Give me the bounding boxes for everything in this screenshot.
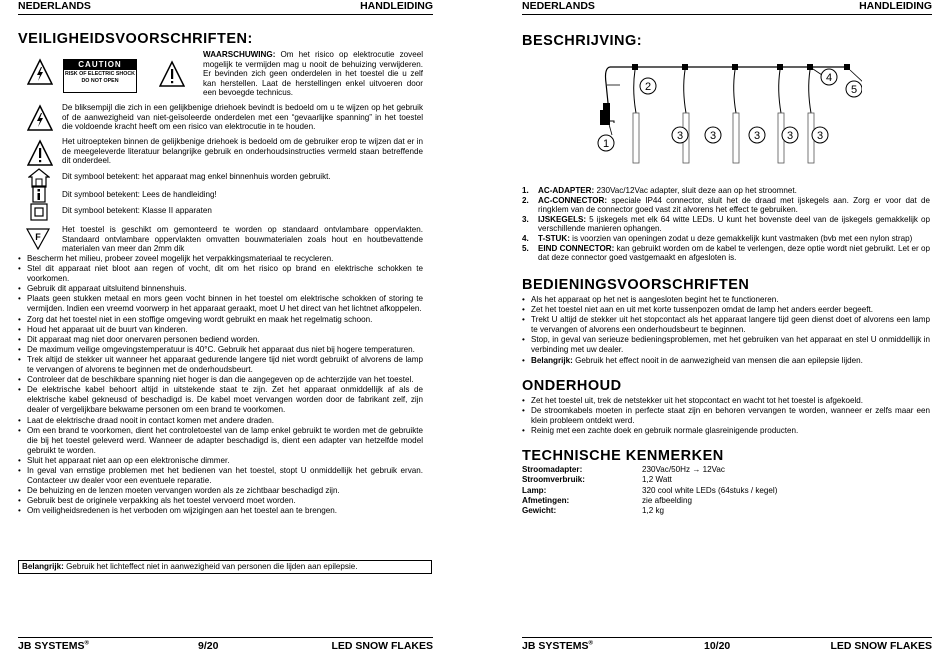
caution-title: CAUTION <box>64 60 136 70</box>
list-item: • Houd het apparaat uit de buurt van kinderen. <box>18 325 423 335</box>
exclamation-symbol-icon <box>27 139 53 167</box>
list-item: • In geval van ernstige problemen met het bedienen van het toestel, stopt U onmiddellijk het gebruik ervan. Contacteer uw dealer voor een eventuele reparatie. <box>18 466 423 486</box>
specs-table <box>522 465 930 516</box>
warning-label: WAARSCHUWING: <box>203 50 276 59</box>
class-two-symbol-text: Dit symbool betekent: Klasse II apparaten <box>62 206 212 215</box>
callout-4: 4 <box>825 72 833 84</box>
callout-3e: 3 <box>816 130 824 142</box>
list-item: • Controleer dat de beschikbare spanning niet hoger is dan die aangegeven op de achterzijde van het toestel. <box>18 375 423 385</box>
header-divider <box>522 14 932 15</box>
svg-text:F: F <box>35 232 41 242</box>
page-header <box>18 0 433 13</box>
footer-divider <box>522 637 932 638</box>
lightning-explanation: De bliksempijl die zich in een gelijkbenige driehoek bevindt is bedoeld om u te wijzen op het gebruik of de aanwezigheid van niet-geïsoleerde onderdelen met een “gevaarlijke spanning” in het toestel die voldoende kracht heeft om een risico van elektrocutie in te houden. <box>62 103 423 132</box>
description-title: BESCHRIJVING: <box>522 33 643 49</box>
list-item: • De elektrische kabel behoort altijd in uitstekende staat te zijn. Zet het apparaat onmiddellijk af als de elektrische kabel gekneusd of beschadigd is. De kabel moet vervangen worden door de fabrikant zelf, zijn dealer of vergelijkbare bekwame personen om een brand te voorkomen. <box>18 385 423 415</box>
lightning-symbol-icon <box>27 104 53 132</box>
description-list <box>522 186 930 263</box>
item-text: Als het apparaat op het net is aangesloten begint het te functioneren. <box>531 295 779 304</box>
list-item: • Laat de elektrische draad nooit in contact komen met andere draden. <box>18 416 423 426</box>
spec-row <box>522 465 930 475</box>
important-notice-box <box>18 560 432 574</box>
list-item <box>522 196 930 215</box>
page-number: 9/20 <box>198 640 219 652</box>
footer-brand <box>522 640 593 652</box>
flammable-symbol-text: Het toestel is geschikt om gemonteerd te worden op standaard ontvlambare oppervlakten. Standaard ontvlambare oppervlakten omvatten bouwmaterialen zoals hout en houtbevattende materialen van meer dan 2mm dik <box>62 225 423 254</box>
item-text: kan gebruikt worden om de kabel te verlengen, deze optie wordt niet gebruikt. Let er op dat deze connector goed vastgemaakt en afgesloten is. <box>538 243 930 263</box>
important-text: Gebruik het lichteffect niet in aanwezigheid van personen die lijden aan epilepsie. <box>63 562 358 571</box>
spec-value: 320 cool white LEDs (64stuks / kegel) <box>642 485 778 495</box>
flammable-surface-icon <box>26 228 50 250</box>
page-number: 10/20 <box>704 640 731 652</box>
item-text: is voorzien van openingen zodat u deze gemakkelijk kunt vastmaken (bvb met een nylon strap) <box>569 233 913 243</box>
warning-text: Om het risico op elektrocutie zoveel mogelijk te vermijden mag u nooit de behuizing verwijderen. Er bevinden zich geen onderdelen in het toestel die u zelf kan herstellen. Laat de herstellingen enkel uitvoeren door een bevoegde technicus. <box>203 50 423 98</box>
safety-title: VEILIGHEIDSVOORSCHRIFTEN: <box>18 31 253 47</box>
item-number: 5. <box>522 243 529 253</box>
list-item <box>522 234 930 244</box>
header-language: NEDERLANDS <box>18 0 91 12</box>
spec-row <box>522 496 930 506</box>
footer-brand-text: JB SYSTEMS <box>522 640 589 652</box>
item-number: 4. <box>522 233 529 243</box>
spec-key: Lamp: <box>522 485 547 495</box>
list-item <box>522 305 930 315</box>
list-item: • Reinig met een zachte doek en gebruik normale glasreinigende producten. <box>522 426 930 436</box>
right-page <box>522 0 932 654</box>
item-number: 1. <box>522 186 529 195</box>
item-label: T-STUK: <box>538 233 570 243</box>
list-item: • Plaats geen stukken metaal en mors geen vocht binnen in het toestel om elektrische schokken of storing te vermijden. Indien een vreemd voorwerp in het apparaat geraakt, moet U het direct van het lichtnet afkoppelen. <box>18 294 423 314</box>
warning-paragraph <box>203 50 423 98</box>
header-manual: HANDLEIDING <box>360 0 433 12</box>
list-item: • Sluit het apparaat niet aan op een elektronische dimmer. <box>18 456 423 466</box>
footer-brand-text: JB SYSTEMS <box>18 640 85 652</box>
spec-key: Stroomadapter: <box>522 465 583 474</box>
callout-3a: 3 <box>676 130 684 142</box>
list-item: • Stel dit apparaat niet bloot aan regen of vocht, dit om het risico op brand en elektrische schokken te voorkomen. <box>18 264 423 284</box>
list-item: • Bescherm het milieu, probeer zoveel mogelijk het verpakkingsmateriaal te recycleren. <box>18 254 423 264</box>
list-item: • Dit apparaat mag niet door onervaren personen bediend worden. <box>18 335 423 345</box>
item-text: Gebruik het effect nooit in de aanwezigheid van mensen die aan epilepsie lijden. <box>572 355 863 365</box>
operation-list <box>522 295 930 366</box>
footer-product: LED SNOW FLAKES <box>331 640 433 652</box>
read-manual-icon <box>30 185 48 203</box>
list-item: • Trek altijd de stekker uit wanneer het apparaat gedurende langere tijd niet wordt gebruikt of alvorens de lamp te vervangen of alvorens te beginnen met de onderhoudsbeurt. <box>18 355 423 375</box>
footer-divider <box>18 637 433 638</box>
spec-value: 1,2 Watt <box>642 475 672 485</box>
lightning-warning-icon <box>27 58 53 86</box>
list-item: • Gebruik best de originele verpakking als het toestel vervoerd moet worden. <box>18 496 423 506</box>
item-label: EIND CONNECTOR: <box>538 243 615 253</box>
list-item <box>522 315 930 335</box>
caution-label <box>63 59 137 93</box>
item-text: 230Vac/12Vac adapter, sluit deze aan op het stroomnet. <box>594 186 797 195</box>
header-manual: HANDLEIDING <box>859 0 932 12</box>
spec-value: zie afbeelding <box>642 495 692 505</box>
spec-key: Stroomverbruik: <box>522 475 585 485</box>
item-number: 3. <box>522 214 529 224</box>
list-item <box>522 295 930 305</box>
spec-row <box>522 506 930 516</box>
end-connector-icon <box>844 64 850 70</box>
spec-key: Afmetingen: <box>522 495 570 505</box>
item-text: Trekt U altijd de stekker uit het stopcontact als het apparaat langere tijd geen dienst doet of alvorens een lamp te vervangen of alvorens een onderhoudsbeurt te beginnen. <box>531 315 930 335</box>
product-diagram <box>592 55 862 185</box>
specs-title: TECHNISCHE KENMERKEN <box>522 448 724 464</box>
callout-3c: 3 <box>753 130 761 142</box>
item-text: Zet het toestel niet aan en uit met korte tussenpozen omdat de lamp het anders eerder begeeft. <box>531 305 873 315</box>
list-item <box>522 335 930 355</box>
manual-symbol-text: Dit symbool betekent: Lees de handleiding! <box>62 190 217 199</box>
registered-mark: ® <box>84 640 89 647</box>
safety-bullet-list <box>18 254 423 516</box>
item-label: AC-CONNECTOR: <box>538 195 608 205</box>
list-item <box>522 215 930 234</box>
callout-3b: 3 <box>709 130 717 142</box>
spec-row <box>522 475 930 485</box>
list-item: • De maximum veilige omgevingstemperatuur is 40°C. Gebruik het apparaat dus niet bij hogere temperaturen. <box>18 345 423 355</box>
list-item <box>522 356 930 366</box>
footer-brand <box>18 640 89 652</box>
list-item: • Zet het toestel uit, trek de netstekker uit het stopcontact en wacht tot het toestel is afgekoeld. <box>522 396 930 406</box>
maintenance-title: ONDERHOUD <box>522 378 622 394</box>
page-footer <box>522 640 932 654</box>
class-two-icon <box>30 203 48 221</box>
registered-mark: ® <box>588 640 593 647</box>
footer-product: LED SNOW FLAKES <box>830 640 932 652</box>
operation-title: BEDIENINGSVOORSCHRIFTEN <box>522 277 750 293</box>
spec-key: Gewicht: <box>522 506 557 516</box>
list-item <box>522 244 930 263</box>
spec-value: 1,2 kg <box>642 506 665 516</box>
exclamation-warning-icon <box>159 60 185 88</box>
callout-1: 1 <box>602 138 610 150</box>
caution-line1: RISK OF ELECTRIC SHOCK <box>64 71 136 77</box>
indoor-symbol-text: Dit symbool betekent: het apparaat mag enkel binnenhuis worden gebruikt. <box>62 172 331 181</box>
item-text: speciale IP44 connector, sluit het de draad met ijskegels aan. Zorg er voor dat de ringklem van de connector goed vast zit alvorens het effect te gebruiken. <box>538 195 930 215</box>
callout-3d: 3 <box>786 130 794 142</box>
list-item: • Om een brand te voorkomen, dient het controletoestel van de lamp enkel gebruikt te worden met de gebruikte die bij het toestel geleverd werd. Wanneer de adapter beschadigd is, dient een adapter van hetzelfde model gebruikt te worden. <box>18 426 423 456</box>
list-item <box>522 186 930 196</box>
list-item: • Gebruik dit apparaat uitsluitend binnenshuis. <box>18 284 423 294</box>
item-label: Belangrijk: <box>531 355 573 365</box>
page-header <box>522 0 932 13</box>
maintenance-list <box>522 396 930 436</box>
callout-5: 5 <box>850 84 858 96</box>
exclamation-explanation: Het uitroepteken binnen de gelijkbenige driehoek is bedoeld om de gebruiker erop te wijzen dat er in de meegeleverde literatuur belangrijke gebruik en onderhoudsinstructies vermeld staan betreffende dit onderdeel. <box>62 137 423 166</box>
caution-line2: DO NOT OPEN <box>81 78 119 84</box>
page-footer <box>18 640 433 654</box>
item-number: 2. <box>522 195 529 205</box>
list-item: • Zorg dat het toestel niet in een stoffige omgeving wordt gebruikt en maak het regelmatig schoon. <box>18 315 423 325</box>
list-item: • De stroomkabels moeten in perfecte staat zijn en behoren vervangen te worden, wanneer er zelfs maar een klein probleem ontdekt werd. <box>522 406 930 426</box>
item-label: IJSKEGELS: <box>538 214 587 224</box>
item-text: 5 ijskegels met elk 64 witte LEDs. U kunt het bovenste deel van de ijskegels gemakkelijk op verschillende manieren ophangen. <box>538 214 930 234</box>
header-divider <box>18 14 433 15</box>
item-text: Stop, in geval van serieuze bedieningsproblemen, met het gebruiken van het apparaat en stel U onmiddellijk in verbinding met uw dealer. <box>531 335 930 355</box>
header-language: NEDERLANDS <box>522 0 595 12</box>
important-label: Belangrijk: <box>22 562 64 571</box>
left-page <box>18 0 433 654</box>
spec-value: 230Vac/50Hz → 12Vac <box>642 465 725 474</box>
list-item: • Om veiligheidsredenen is het verboden om wijzigingen aan het toestel aan te brengen. <box>18 506 423 516</box>
spec-row <box>522 486 930 496</box>
item-label: AC-ADAPTER: <box>538 186 595 195</box>
icicle-group <box>632 64 814 163</box>
callout-2: 2 <box>644 81 652 93</box>
list-item: • De behuizing en de lenzen moeten vervangen worden als ze zichtbaar beschadigd zijn. <box>18 486 423 496</box>
